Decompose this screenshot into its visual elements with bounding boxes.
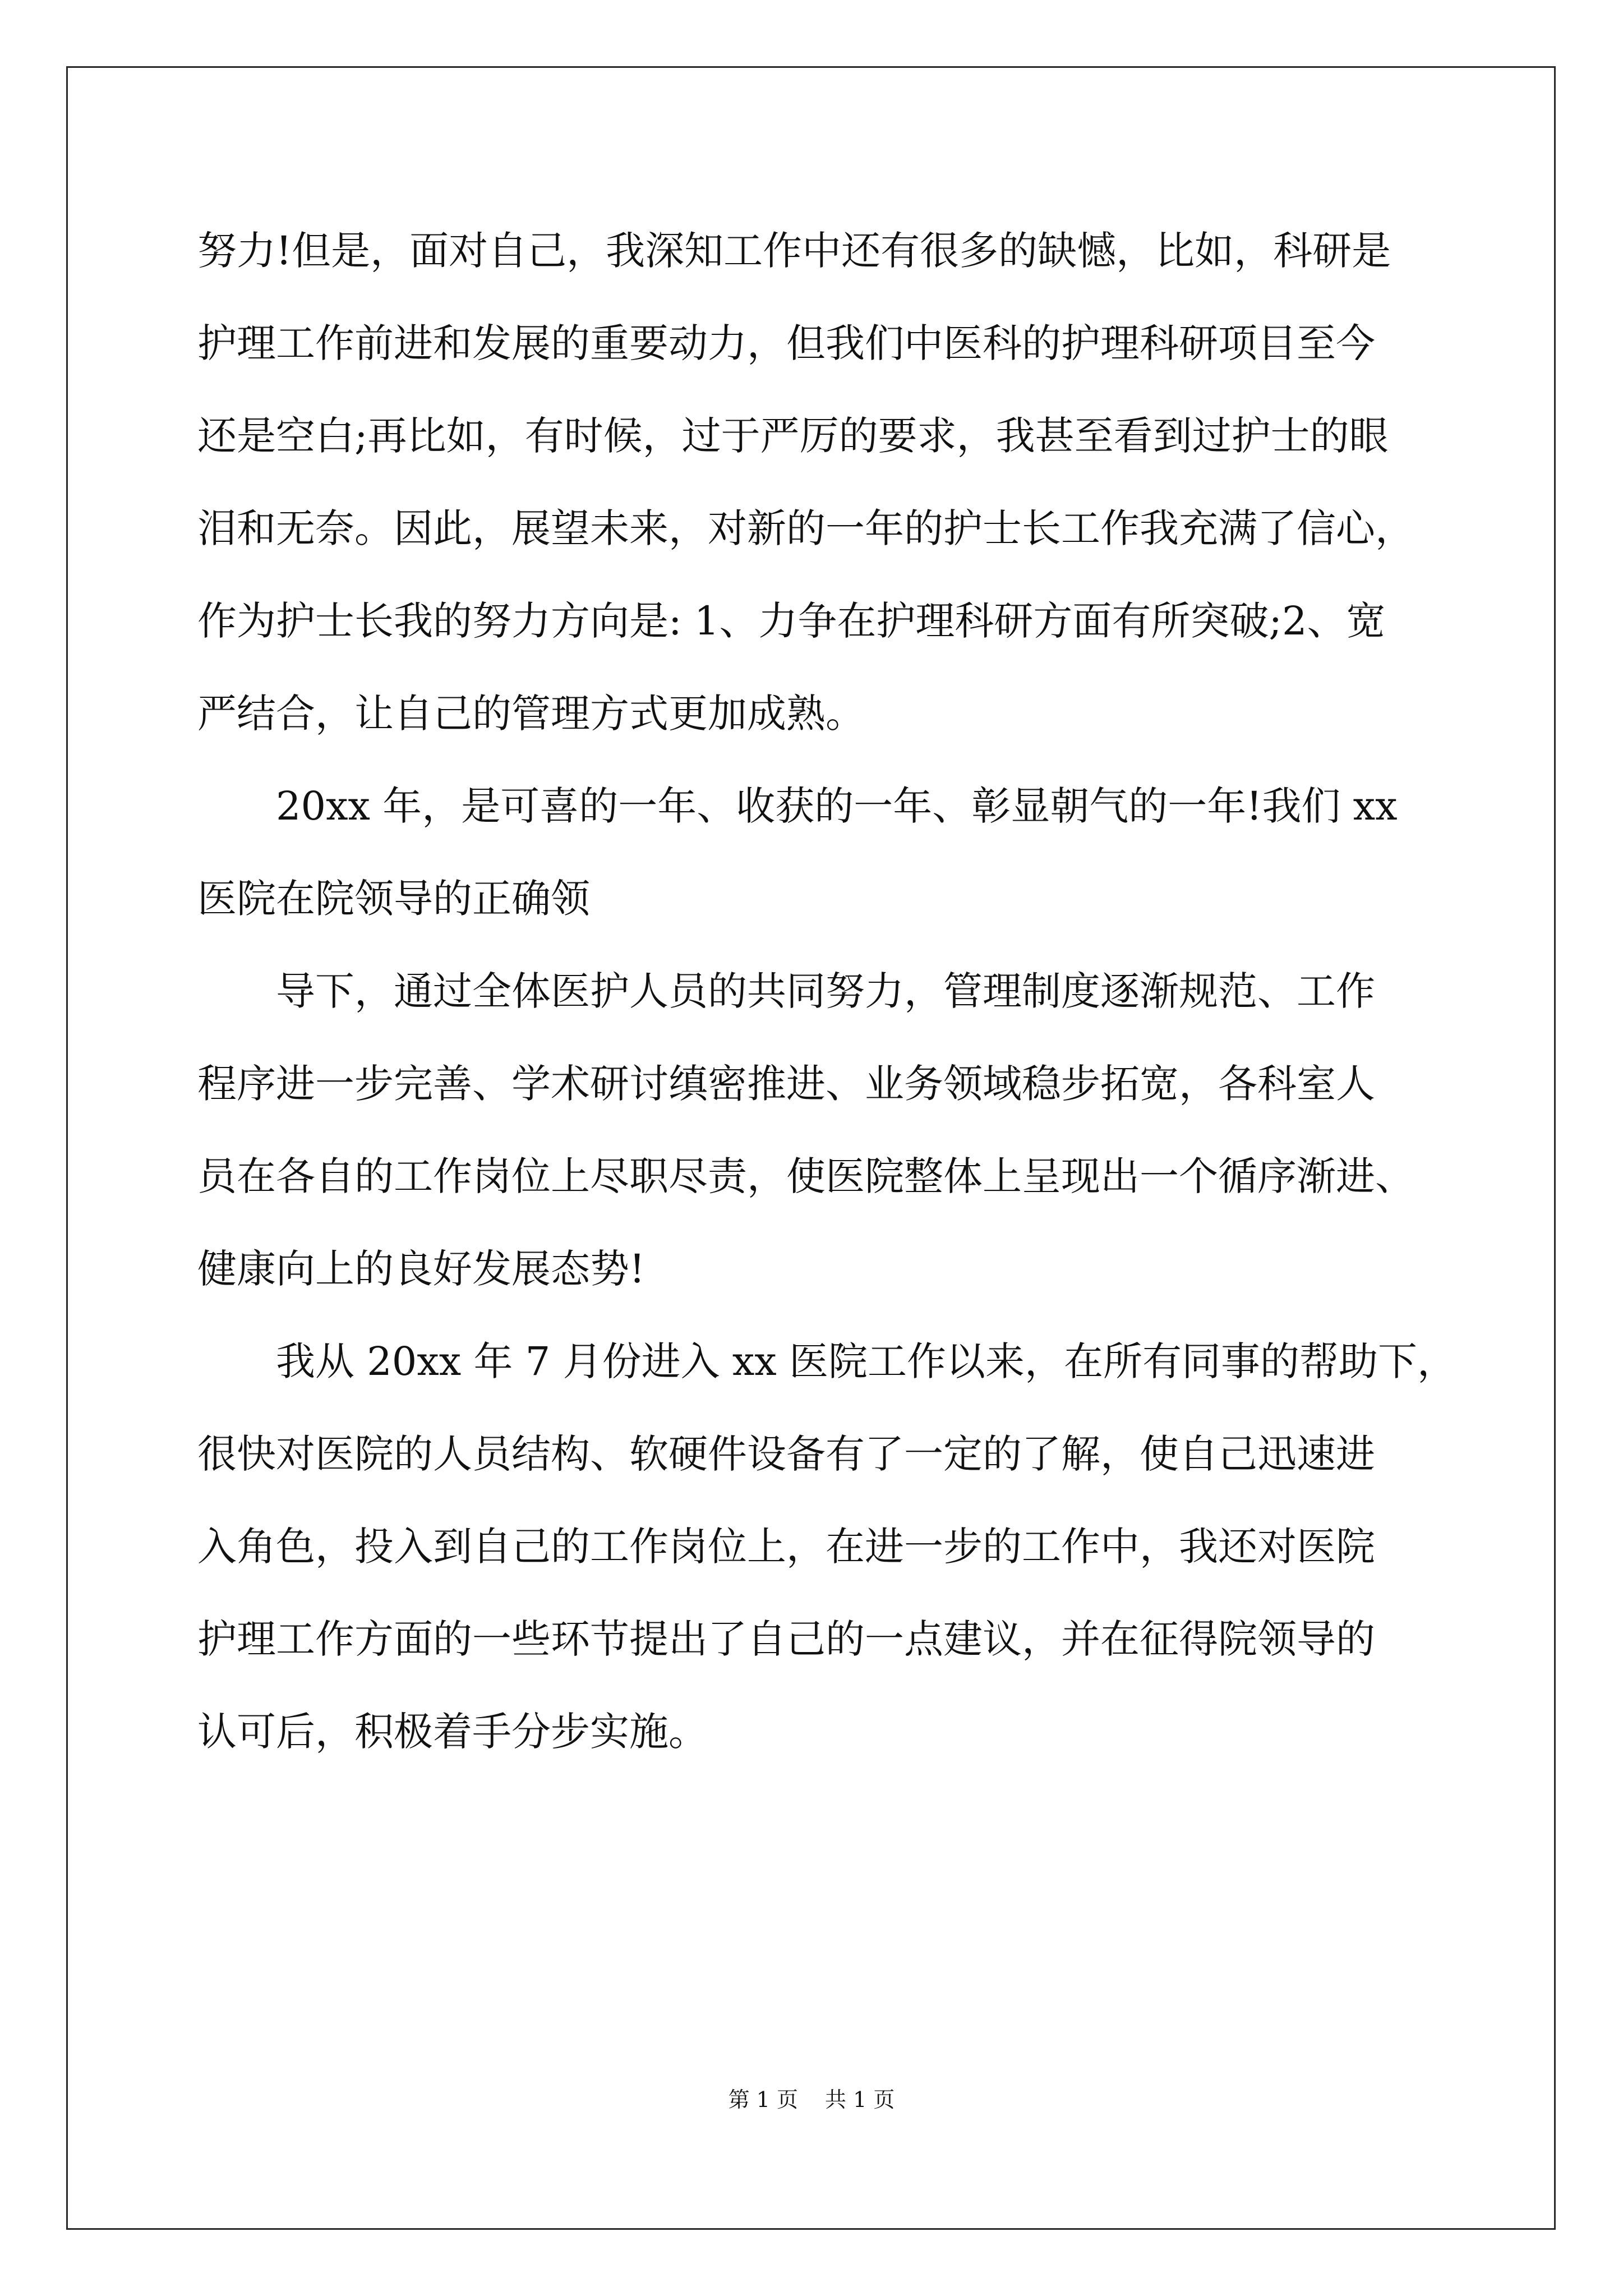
body-line-1: 努力!但是，面对自己，我深知工作中还有很多的缺憾，比如，科研是	[197, 228, 1391, 274]
body-line-4: 泪和无奈。因此，展望未来，对新的一年的护士长工作我充满了信心，	[197, 505, 1414, 551]
body-line-10: 程序进一步完善、学术研讨缜密推进、业务领域稳步拓宽，各科室人	[197, 1061, 1375, 1107]
page-total: 共 1 页	[825, 2087, 895, 2112]
body-line-12: 健康向上的良好发展态势!	[197, 1246, 645, 1292]
body-line-3: 还是空白;再比如，有时候，过于严厉的要求，我甚至看到过护士的眼	[197, 413, 1389, 459]
paragraph-first-line: 我从 20xx 年 7 月份进入 xx 医院工作以来，在所有同事的帮助下，	[276, 1338, 1457, 1384]
body-line-16: 护理工作方面的一些环节提出了自己的一点建议，并在征得院领导的	[197, 1616, 1375, 1662]
body-line-5: 作为护士长我的努力方向是: 1、力争在护理科研方面有所突破;2、宽	[197, 598, 1386, 644]
body-line-8: 医院在院领导的正确领	[197, 876, 590, 922]
body-line-17: 认可后，积极着手分步实施。	[197, 1709, 708, 1755]
paragraph-first-line: 20xx 年，是可喜的一年、收获的一年、彰显朝气的一年!我们 xx	[276, 783, 1398, 829]
body-line-14: 很快对医院的人员结构、软硬件设备有了一定的了解，使自己迅速进	[197, 1431, 1375, 1477]
body-line-11: 员在各自的工作岗位上尽职尽责，使医院整体上呈现出一个循序渐进、	[197, 1153, 1414, 1199]
page-border	[66, 66, 1556, 2230]
body-line-2: 护理工作前进和发展的重要动力，但我们中医科的护理科研项目至今	[197, 320, 1375, 366]
body-line-15: 入角色，投入到自己的工作岗位上，在进一步的工作中，我还对医院	[197, 1524, 1375, 1570]
page-number: 第 1 页	[728, 2087, 798, 2112]
body-line-6: 严结合，让自己的管理方式更加成熟。	[197, 691, 865, 737]
paragraph-first-line: 导下，通过全体医护人员的共同努力，管理制度逐渐规范、工作	[276, 968, 1375, 1014]
page-footer	[0, 2086, 1623, 2114]
